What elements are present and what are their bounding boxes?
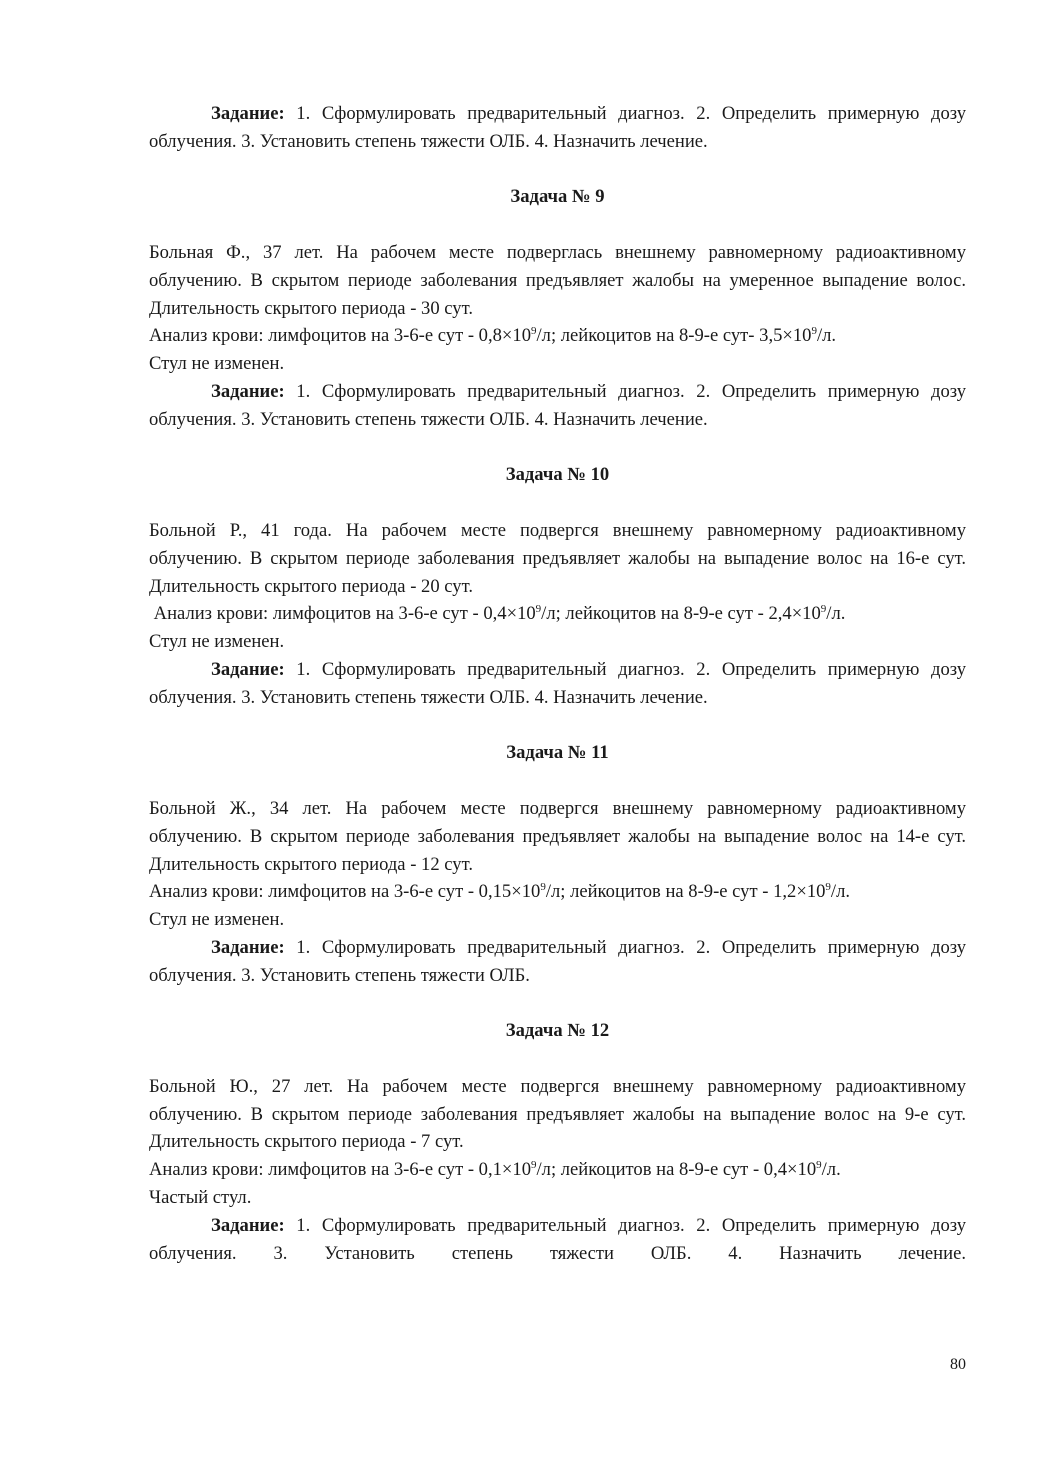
blood-text-leukocytes: /л; лейкоцитов на 8-9-е сут - 1,2×10 xyxy=(545,881,826,903)
blood-text-leukocytes: /л; лейкоцитов на 8-9-е сут - 0,4×10 xyxy=(536,1159,817,1181)
problem-title: Задача № 9 xyxy=(510,186,605,208)
task-text: 1. Сформулировать предварительный диагноз. 2. Определить примерную дозу облучения. 3. Установить степень тяжести ОЛБ. 4. Назначить лечение. xyxy=(149,658,966,708)
problem-9 xyxy=(149,183,966,433)
exponent: 9 xyxy=(820,603,827,616)
stool-note: Стул не изменен. xyxy=(149,631,285,653)
task-text: 1. Сформулировать предварительный диагноз. 2. Определить примерную дозу облучения. 3. Установить степень тяжести ОЛБ. 4. Назначить лечение. xyxy=(149,103,966,152)
stool-note: Стул не изменен. xyxy=(149,353,285,375)
case-description: Больной Ж., 34 лет. На рабочем месте подвергся внешнему равномерному радиоактивному облучению. В скрытом периоде заболевания предъявляет жалобы на выпадение волос на 14-е сут. Длительность скрытого периода - 12 сут. xyxy=(149,797,966,875)
blood-text-leukocytes: /л; лейкоцитов на 8-9-е сут - 2,4×10 xyxy=(541,603,821,625)
blood-analysis xyxy=(149,322,966,350)
page-number: 80 xyxy=(950,1356,966,1373)
exponent: 9 xyxy=(540,881,546,894)
problem-task xyxy=(149,378,966,434)
blood-text-unit: /л. xyxy=(816,325,837,347)
problem-11 xyxy=(149,739,966,989)
task-label: Задание: xyxy=(211,658,285,680)
blood-analysis xyxy=(149,878,966,906)
blood-text-lymphocytes: Анализ крови: лимфоцитов на 3-6-е сут - 0,15×10 xyxy=(149,881,541,903)
task-label: Задание: xyxy=(211,380,285,402)
blood-text-unit: /л. xyxy=(826,603,846,625)
exponent: 9 xyxy=(811,325,817,338)
task-label: Задание: xyxy=(211,103,285,124)
problem-task xyxy=(149,656,966,712)
stool-note: Стул не изменен. xyxy=(149,909,285,931)
problem-title: Задача № 12 xyxy=(505,1020,610,1042)
problem-12 xyxy=(149,1017,966,1267)
problem-title: Задача № 11 xyxy=(506,742,609,764)
problem-10 xyxy=(149,461,966,711)
task-label: Задание: xyxy=(211,936,285,958)
blood-text-unit: /л. xyxy=(830,881,851,903)
page-body xyxy=(149,100,966,1267)
case-description: Больной Ю., 27 лет. На рабочем месте подвергся внешнему равномерному радиоактивному облучению. В скрытом периоде заболевания предъявляет жалобы на выпадение волос на 9-е сут. Длительность скрытого периода - 7 сут. xyxy=(149,1075,966,1153)
blood-analysis xyxy=(149,600,966,628)
task-label: Задание: xyxy=(211,1214,285,1236)
case-description: Больная Ф., 37 лет. На рабочем месте подверглась внешнему равномерному радиоактивному облучению. В скрытом периоде заболевания предъявляет жалобы на умеренное выпадение волос. Длительность скрытого периода - 30 сут. xyxy=(149,241,966,319)
exponent: 9 xyxy=(816,1159,822,1172)
exponent: 9 xyxy=(531,1159,537,1172)
blood-analysis xyxy=(149,1156,966,1184)
task-text: 1. Сформулировать предварительный диагноз. 2. Определить примерную дозу облучения. 3. Установить степень тяжести ОЛБ. 4. Назначить лечение. xyxy=(149,1214,966,1264)
blood-text-unit: /л. xyxy=(821,1159,841,1181)
exponent: 9 xyxy=(535,603,542,616)
problem-task xyxy=(149,1212,966,1268)
exponent: 9 xyxy=(825,881,831,894)
blood-text-leukocytes: /л; лейкоцитов на 8-9-е сут- 3,5×10 xyxy=(536,325,812,347)
problem-task xyxy=(149,934,966,990)
exponent: 9 xyxy=(531,325,537,338)
task-text: 1. Сформулировать предварительный диагноз. 2. Определить примерную дозу облучения. 3. Установить степень тяжести ОЛБ. 4. Назначить лечение. xyxy=(149,380,966,430)
blood-text-lymphocytes: Анализ крови: лимфоцитов на 3-6-е сут - 0,8×10 xyxy=(149,325,532,347)
stool-note: Частый стул. xyxy=(149,1187,252,1209)
intro-task xyxy=(149,100,966,156)
task-text: 1. Сформулировать предварительный диагноз. 2. Определить примерную дозу облучения. 3. Установить степень тяжести ОЛБ. xyxy=(149,936,966,986)
problem-title: Задача № 10 xyxy=(505,464,610,486)
blood-text-lymphocytes: Анализ крови: лимфоцитов на 3-6-е сут - 0,4×10 xyxy=(149,603,536,625)
blood-text-lymphocytes: Анализ крови: лимфоцитов на 3-6-е сут - 0,1×10 xyxy=(149,1159,532,1181)
case-description: Больной Р., 41 года. На рабочем месте подвергся внешнему равномерному радиоактивному облучению. В скрытом периоде заболевания предъявляет жалобы на выпадение волос на 16-е сут. Длительность скрытого периода - 20 сут. xyxy=(149,519,966,597)
